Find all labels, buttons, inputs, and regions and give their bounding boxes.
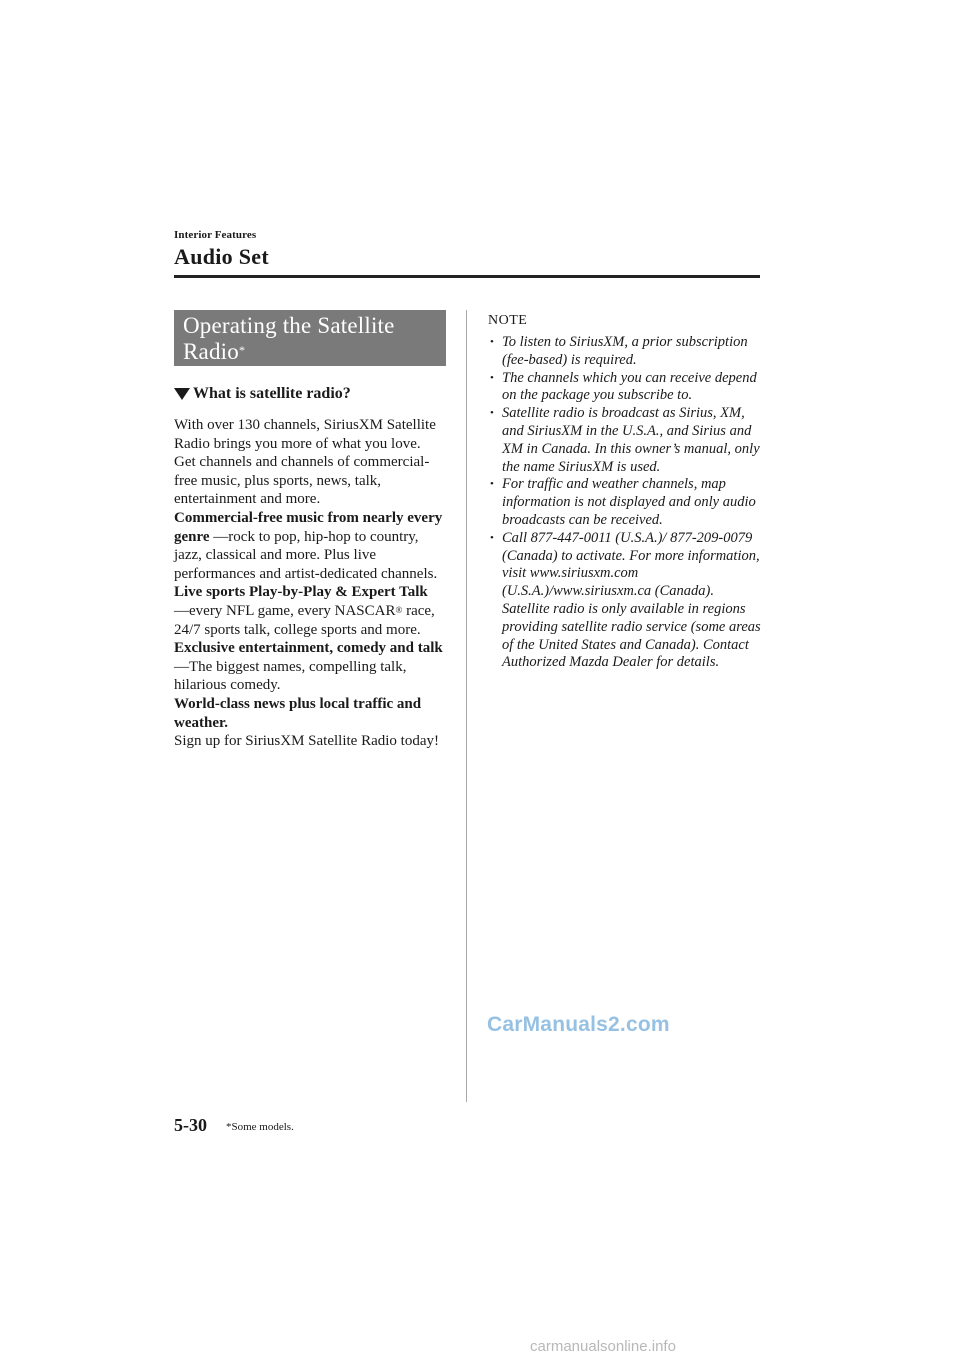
list-item: • To listen to SiriusXM, a prior subscription (fee-based) is required.: [490, 334, 748, 368]
page-title: Audio Set: [174, 244, 269, 269]
signup-text: Sign up for SiriusXM Satellite Radio today!: [174, 733, 439, 750]
sports-text-a: —every NFL game, every NASCAR: [174, 602, 396, 619]
sports-heading: Live sports Play-by-Play & Expert Talk: [174, 584, 428, 601]
note-column: [488, 313, 763, 672]
list-item: • Satellite radio is broadcast as Sirius, XM, and SiriusXM in the U.S.A., and Sirius and XM in Canada. In this owner’s manual, only the name SiriusXM is used.: [490, 405, 760, 475]
body-text: [174, 416, 446, 751]
list-item: • The channels which you can receive depend on the package you subscribe to.: [490, 369, 757, 404]
list-item: • Call 877-447-0011 (U.S.A.)/ 877-209-0079 (Canada) to activate. For more information, visit www.siriusxm.com (U.S.A.)/www.siriusxm.ca (Canada). Satellite radio is only available in regions providing satellite radio service (some areas of the United States and Canada). Contact Authorized Mazda Dealer for details.: [490, 529, 761, 671]
music-heading: Commercial-free music from nearly every genre: [174, 509, 443, 545]
some-models-mark: *: [238, 343, 246, 357]
bullet-icon: •: [490, 407, 494, 420]
bullet-icon: •: [490, 478, 494, 491]
note-list: [488, 334, 763, 672]
header-rule: [174, 275, 760, 278]
section-title-box: [174, 310, 446, 366]
subheading-text: What is satellite radio?: [193, 385, 351, 402]
note-title: NOTE: [488, 313, 528, 328]
sports-text-b: race, 24/7 sports talk, college sports and more.: [174, 602, 435, 638]
bullet-icon: •: [490, 531, 494, 544]
entertainment-text: —The biggest names, compelling talk, hilarious comedy.: [174, 658, 407, 694]
list-item: • For traffic and weather channels, map information is not displayed and only audio broadcasts can be received.: [490, 476, 756, 528]
intro-paragraph: With over 130 channels, SiriusXM Satellite Radio brings you more of what you love. Get channels and channels of commercial-free music, plus sports, news, talk, entertainment and more.: [174, 417, 436, 508]
registered-mark: ®: [395, 604, 403, 615]
section-title: Operating the Satellite Radio: [183, 313, 395, 364]
brand-watermark: CarManuals2.com: [487, 1013, 670, 1036]
section-label: Interior Features: [174, 229, 257, 241]
footnote: *Some models.: [226, 1121, 294, 1133]
news-heading: World-class news plus local traffic and weather.: [174, 695, 422, 731]
site-watermark: carmanualsonline.info: [530, 1338, 676, 1355]
bullet-icon: •: [490, 371, 494, 384]
subheading: [174, 385, 446, 403]
column-divider: [466, 310, 467, 1102]
triangle-down-icon: [174, 388, 190, 400]
bullet-icon: •: [490, 336, 494, 348]
entertainment-heading: Exclusive entertainment, comedy and talk: [174, 640, 443, 657]
left-column: [174, 310, 446, 751]
page-number: 5-30: [174, 1115, 207, 1135]
music-text: —rock to pop, hip-hop to country, jazz, classical and more. Plus live performances and artist-dedicated channels.: [174, 528, 438, 582]
